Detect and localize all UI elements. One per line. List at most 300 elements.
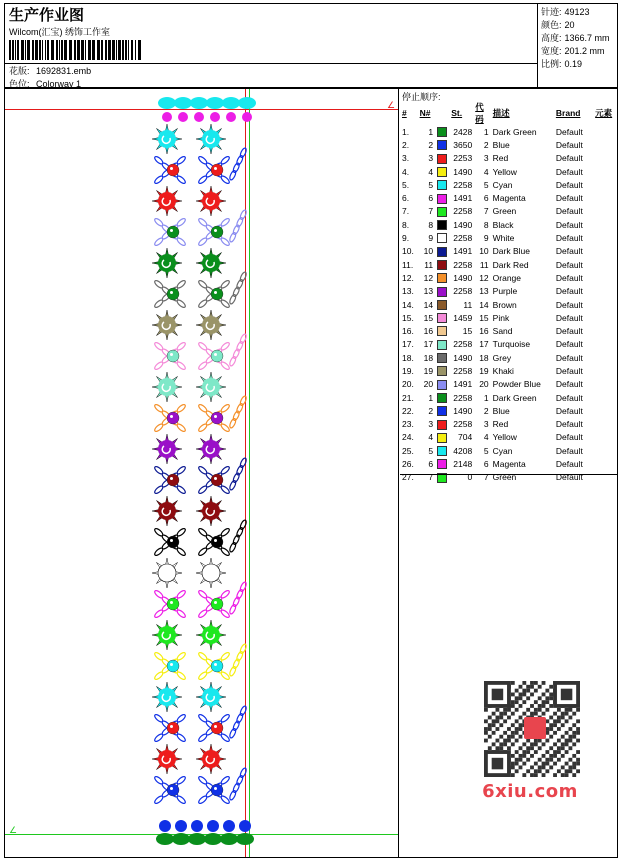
colorway-value: Colorway 1 xyxy=(36,79,82,89)
flower-motif xyxy=(152,124,182,154)
bead-motif xyxy=(167,288,179,300)
row-description: Dark Green xyxy=(492,126,537,137)
bead-motif xyxy=(211,226,223,238)
row-brand: Default xyxy=(555,472,583,483)
top-border xyxy=(158,97,256,122)
color-swatch xyxy=(437,313,447,323)
row-description: Dark Blue xyxy=(492,246,530,257)
color-swatch xyxy=(437,393,447,403)
qr-module xyxy=(522,681,526,685)
row-needle: 4 xyxy=(428,432,434,443)
row-needle: 2 xyxy=(428,405,434,416)
row-element xyxy=(595,191,617,204)
row-description: Cyan xyxy=(492,445,513,456)
row-description: Turquoise xyxy=(492,339,531,350)
qr-module xyxy=(519,693,523,697)
row-index: 26. xyxy=(402,459,414,470)
row-swatch xyxy=(437,231,451,244)
row-index: 14. xyxy=(402,299,414,310)
row-index: 9. xyxy=(402,233,410,244)
row-stitches: 1491 xyxy=(453,193,473,204)
qr-module xyxy=(542,773,546,777)
row-description: White xyxy=(492,233,515,244)
qr-module xyxy=(530,681,534,685)
qr-module xyxy=(542,693,546,697)
table-header-row xyxy=(400,101,617,125)
qr-module xyxy=(526,750,530,754)
row-code: 4 xyxy=(483,432,489,443)
chain-link xyxy=(229,333,248,366)
row-code: 19 xyxy=(479,365,489,376)
row-needle: 1 xyxy=(428,392,434,403)
color-swatch xyxy=(437,446,447,456)
qr-module xyxy=(565,762,569,766)
barcode-bar xyxy=(35,40,38,60)
row-needle: 6 xyxy=(428,193,434,204)
qr-module xyxy=(515,700,519,704)
qr-module xyxy=(526,758,530,762)
qr-module xyxy=(511,731,515,735)
qr-module xyxy=(568,765,572,769)
qr-module xyxy=(545,750,549,754)
bottom-border xyxy=(156,820,254,845)
barcode-bar xyxy=(108,40,111,60)
qr-module xyxy=(538,739,542,743)
barcode-bar xyxy=(39,40,41,60)
qr-module xyxy=(484,731,488,735)
qr-module xyxy=(530,685,534,689)
qr-module xyxy=(545,762,549,766)
barcode-bar xyxy=(116,40,117,60)
table-row xyxy=(400,191,617,204)
row-description: Brown xyxy=(492,299,517,310)
bead-motif xyxy=(167,598,179,610)
qr-code xyxy=(480,681,584,777)
stat-height xyxy=(541,32,617,45)
chain-link xyxy=(229,209,248,242)
col-brand: Brand xyxy=(555,108,581,118)
qr-module xyxy=(534,739,538,743)
thread-info xyxy=(400,89,617,857)
qr-module xyxy=(561,712,565,716)
color-swatch xyxy=(437,220,447,230)
stat-value: 201.2 mm xyxy=(564,46,605,56)
qr-module xyxy=(572,723,576,727)
qr-module xyxy=(499,716,503,720)
row-element xyxy=(595,338,617,351)
row-swatch xyxy=(437,378,451,391)
row-index: 24. xyxy=(402,432,414,443)
qr-module xyxy=(568,758,572,762)
row-swatch xyxy=(437,431,451,444)
qr-module xyxy=(549,716,553,720)
row-element xyxy=(595,378,617,391)
row-needle: 11 xyxy=(424,259,434,270)
table-row xyxy=(400,298,617,311)
stat-label: 比例: xyxy=(541,59,562,69)
pattern-field xyxy=(9,64,91,77)
header-info xyxy=(5,4,537,87)
qr-module xyxy=(557,716,561,720)
color-swatch xyxy=(437,180,447,190)
row-stitches: 2258 xyxy=(453,233,473,244)
color-swatch xyxy=(437,406,447,416)
qr-module xyxy=(538,746,542,750)
row-code: 8 xyxy=(483,219,489,230)
row-stitches: 2258 xyxy=(453,392,473,403)
qr-module xyxy=(503,708,507,712)
qr-module xyxy=(545,700,549,704)
embroidery-design xyxy=(5,89,399,857)
row-needle: 6 xyxy=(428,459,434,470)
sheet-header xyxy=(4,3,618,88)
qr-module xyxy=(511,723,515,727)
row-index: 22. xyxy=(402,405,414,416)
qr-module xyxy=(530,693,534,697)
color-swatch xyxy=(437,380,447,390)
qr-module xyxy=(542,762,546,766)
qr-module xyxy=(549,727,553,731)
row-stitches: 4208 xyxy=(453,445,473,456)
row-index: 8. xyxy=(402,219,410,230)
row-code: 10 xyxy=(479,246,489,257)
row-description: Magenta xyxy=(492,459,526,470)
color-swatch xyxy=(437,287,447,297)
row-swatch xyxy=(437,364,451,377)
qr-module xyxy=(488,735,492,739)
qr-module xyxy=(545,727,549,731)
qr-module xyxy=(538,769,542,773)
row-swatch xyxy=(437,471,451,484)
qr-module xyxy=(542,712,546,716)
row-element xyxy=(595,404,617,417)
row-element xyxy=(595,457,617,470)
qr-module xyxy=(515,731,519,735)
row-stitches: 1490 xyxy=(453,352,473,363)
qr-module xyxy=(534,708,538,712)
qr-module xyxy=(553,731,557,735)
row-brand: Default xyxy=(555,379,583,390)
qr-module xyxy=(522,700,526,704)
color-swatch xyxy=(437,140,447,150)
qr-module xyxy=(496,739,500,743)
row-description: Pink xyxy=(492,312,510,323)
flower-motif xyxy=(152,248,182,278)
barcode-bar xyxy=(21,40,24,60)
row-description: Magenta xyxy=(492,193,526,204)
row-swatch xyxy=(437,338,451,351)
row-code: 5 xyxy=(483,445,489,456)
stat-value: 20 xyxy=(564,20,575,30)
qr-module xyxy=(565,750,569,754)
col-index: # xyxy=(402,108,407,118)
chain-link xyxy=(229,395,248,428)
barcode-bar xyxy=(17,40,19,60)
qr-module xyxy=(503,739,507,743)
qr-module xyxy=(549,696,553,700)
row-index: 7. xyxy=(402,206,410,217)
row-brand: Default xyxy=(555,139,583,150)
row-code: 13 xyxy=(479,286,489,297)
qr-module xyxy=(538,704,542,708)
qr-module xyxy=(519,758,523,762)
qr-module xyxy=(511,754,515,758)
row-element xyxy=(595,231,617,244)
row-index: 25. xyxy=(402,445,414,456)
table-row xyxy=(400,205,617,218)
qr-module xyxy=(515,739,519,743)
qr-module xyxy=(522,742,526,746)
row-brand: Default xyxy=(555,445,583,456)
row-description: Sand xyxy=(492,326,513,337)
table-row xyxy=(400,258,617,271)
row-needle: 17 xyxy=(423,339,434,350)
start-marker: ∠ xyxy=(387,100,396,110)
row-stitches: 2428 xyxy=(453,126,473,137)
qr-module xyxy=(530,712,534,716)
row-description: Yellow xyxy=(492,432,517,443)
row-code: 16 xyxy=(479,326,489,337)
qr-module xyxy=(530,773,534,777)
color-swatch xyxy=(437,194,447,204)
qr-module xyxy=(519,765,523,769)
qr-module xyxy=(511,765,515,769)
row-index: 5. xyxy=(402,179,410,190)
qr-module xyxy=(522,762,526,766)
row-brand: Default xyxy=(555,166,583,177)
qr-module xyxy=(515,727,519,731)
row-element xyxy=(595,258,617,271)
row-stitches: 15 xyxy=(462,326,473,337)
qr-module xyxy=(553,719,557,723)
row-needle: 20 xyxy=(423,379,434,390)
table-row xyxy=(400,364,617,377)
table-row xyxy=(400,418,617,431)
qr-module xyxy=(572,742,576,746)
row-code: 9 xyxy=(483,233,489,244)
row-brand: Default xyxy=(555,459,583,470)
qr-module xyxy=(526,746,530,750)
watermark xyxy=(472,681,588,807)
qr-module xyxy=(526,685,530,689)
qr-module xyxy=(576,762,580,766)
qr-module xyxy=(515,762,519,766)
stat-value: 1366.7 mm xyxy=(564,33,610,43)
qr-module xyxy=(492,723,496,727)
row-needle: 2 xyxy=(428,139,434,150)
qr-module xyxy=(484,727,488,731)
flower-motif xyxy=(152,434,182,464)
row-brand: Default xyxy=(555,233,583,244)
row-stitches: 3650 xyxy=(453,139,473,150)
flower-motif xyxy=(196,124,226,154)
qr-module xyxy=(561,723,565,727)
row-description: Grey xyxy=(492,352,512,363)
bead-motif xyxy=(167,226,179,238)
stat-width xyxy=(541,45,617,58)
qr-module xyxy=(484,719,488,723)
table-row xyxy=(400,378,617,391)
company-name: Wilcom(汇宝) 绣饰工作室 xyxy=(9,27,110,37)
qr-module xyxy=(557,708,561,712)
qr-module xyxy=(499,735,503,739)
qr-module xyxy=(511,742,515,746)
chain-link xyxy=(229,705,248,738)
row-swatch xyxy=(437,457,451,470)
qr-module xyxy=(507,746,511,750)
row-description: Green xyxy=(492,206,517,217)
row-swatch xyxy=(437,152,451,165)
table-row xyxy=(400,178,617,191)
bead-motif xyxy=(211,412,223,424)
qr-module xyxy=(572,735,576,739)
row-stitches: 1490 xyxy=(453,219,473,230)
qr-module xyxy=(503,731,507,735)
row-stitches: 2258 xyxy=(453,179,473,190)
flower-motif xyxy=(196,496,226,526)
row-stitches: 1491 xyxy=(453,379,473,390)
stat-label: 高度: xyxy=(541,33,562,43)
qr-module xyxy=(511,762,515,766)
qr-module xyxy=(576,739,580,743)
table-row xyxy=(400,231,617,244)
row-element xyxy=(595,271,617,284)
bead-motif xyxy=(167,536,179,548)
row-needle: 7 xyxy=(428,472,434,483)
row-description: Yellow xyxy=(492,166,517,177)
qr-module xyxy=(545,758,549,762)
row-swatch xyxy=(437,271,451,284)
qr-module xyxy=(572,754,576,758)
stop-sequence-title: 停止顺序: xyxy=(402,92,441,102)
qr-module xyxy=(511,693,515,697)
row-code: 6 xyxy=(483,459,489,470)
qr-module xyxy=(549,723,553,727)
row-element xyxy=(595,125,617,138)
flower-motif xyxy=(196,558,226,588)
barcode-bar xyxy=(47,40,49,60)
row-code: 2 xyxy=(483,405,489,416)
flower-motif xyxy=(152,186,182,216)
qr-module xyxy=(522,712,526,716)
row-swatch xyxy=(437,418,451,431)
barcode-bar xyxy=(92,40,95,60)
table-row xyxy=(400,444,617,457)
design-band xyxy=(152,434,247,495)
qr-module xyxy=(549,765,553,769)
qr-module xyxy=(568,746,572,750)
row-code: 6 xyxy=(483,193,489,204)
flower-motif xyxy=(152,620,182,650)
barcode-bar xyxy=(77,40,80,60)
bead-motif xyxy=(211,164,223,176)
row-index: 18. xyxy=(402,352,414,363)
info-divider xyxy=(400,474,617,475)
design-band xyxy=(152,558,247,619)
row-index: 6. xyxy=(402,193,410,204)
row-code: 7 xyxy=(483,472,489,483)
barcode-bar xyxy=(42,40,43,60)
row-code: 3 xyxy=(483,153,489,164)
barcode-bar xyxy=(9,40,11,60)
row-needle: 1 xyxy=(428,126,434,137)
chain-link xyxy=(229,581,248,614)
qr-module xyxy=(492,731,496,735)
qr-module xyxy=(557,719,561,723)
row-needle: 10 xyxy=(423,246,434,257)
qr-module xyxy=(565,769,569,773)
row-description: Blue xyxy=(492,405,510,416)
barcode-bar xyxy=(101,40,103,60)
flower-motif xyxy=(152,372,182,402)
row-description: Purple xyxy=(492,286,518,297)
end-marker: ∠ xyxy=(9,825,18,835)
qr-module xyxy=(530,746,534,750)
qr-module xyxy=(511,712,515,716)
qr-module xyxy=(545,696,549,700)
qr-module xyxy=(549,735,553,739)
row-brand: Default xyxy=(555,286,583,297)
flower-motif xyxy=(152,744,182,774)
row-element xyxy=(595,138,617,151)
barcode-bar xyxy=(69,40,72,60)
qr-module xyxy=(572,773,576,777)
qr-module xyxy=(542,700,546,704)
qr-module xyxy=(534,742,538,746)
qr-module xyxy=(507,735,511,739)
barcode-bar xyxy=(51,40,54,60)
qr-module xyxy=(511,704,515,708)
barcode-bar xyxy=(59,40,60,60)
design-band xyxy=(152,248,247,309)
qr-module xyxy=(549,704,553,708)
design-band xyxy=(152,496,247,557)
barcode-bar xyxy=(64,40,67,60)
qr-module xyxy=(519,685,523,689)
row-element xyxy=(595,471,617,484)
qr-module xyxy=(519,704,523,708)
flower-motif xyxy=(196,248,226,278)
barcode-bar xyxy=(118,40,121,60)
row-index: 3. xyxy=(402,153,410,164)
qr-module xyxy=(534,762,538,766)
row-index: 11. xyxy=(402,259,414,270)
qr-module xyxy=(542,765,546,769)
barcode-bar xyxy=(128,40,129,60)
design-band xyxy=(152,372,247,433)
row-code: 4 xyxy=(483,166,489,177)
qr-module xyxy=(576,708,580,712)
row-brand: Default xyxy=(555,206,583,217)
row-brand: Default xyxy=(555,326,583,337)
bead-motif xyxy=(167,784,179,796)
row-index: 16. xyxy=(402,326,414,337)
qr-module xyxy=(492,742,496,746)
qr-module xyxy=(534,750,538,754)
barcode-bar xyxy=(74,40,76,60)
barcode-bar xyxy=(122,40,124,60)
color-swatch xyxy=(437,273,447,283)
qr-module xyxy=(553,773,557,777)
qr-module xyxy=(519,746,523,750)
row-brand: Default xyxy=(555,193,583,204)
row-code: 14 xyxy=(479,299,489,310)
qr-module xyxy=(561,773,565,777)
color-swatch xyxy=(437,247,447,257)
table-row xyxy=(400,285,617,298)
row-swatch xyxy=(437,245,451,258)
row-element xyxy=(595,391,617,404)
